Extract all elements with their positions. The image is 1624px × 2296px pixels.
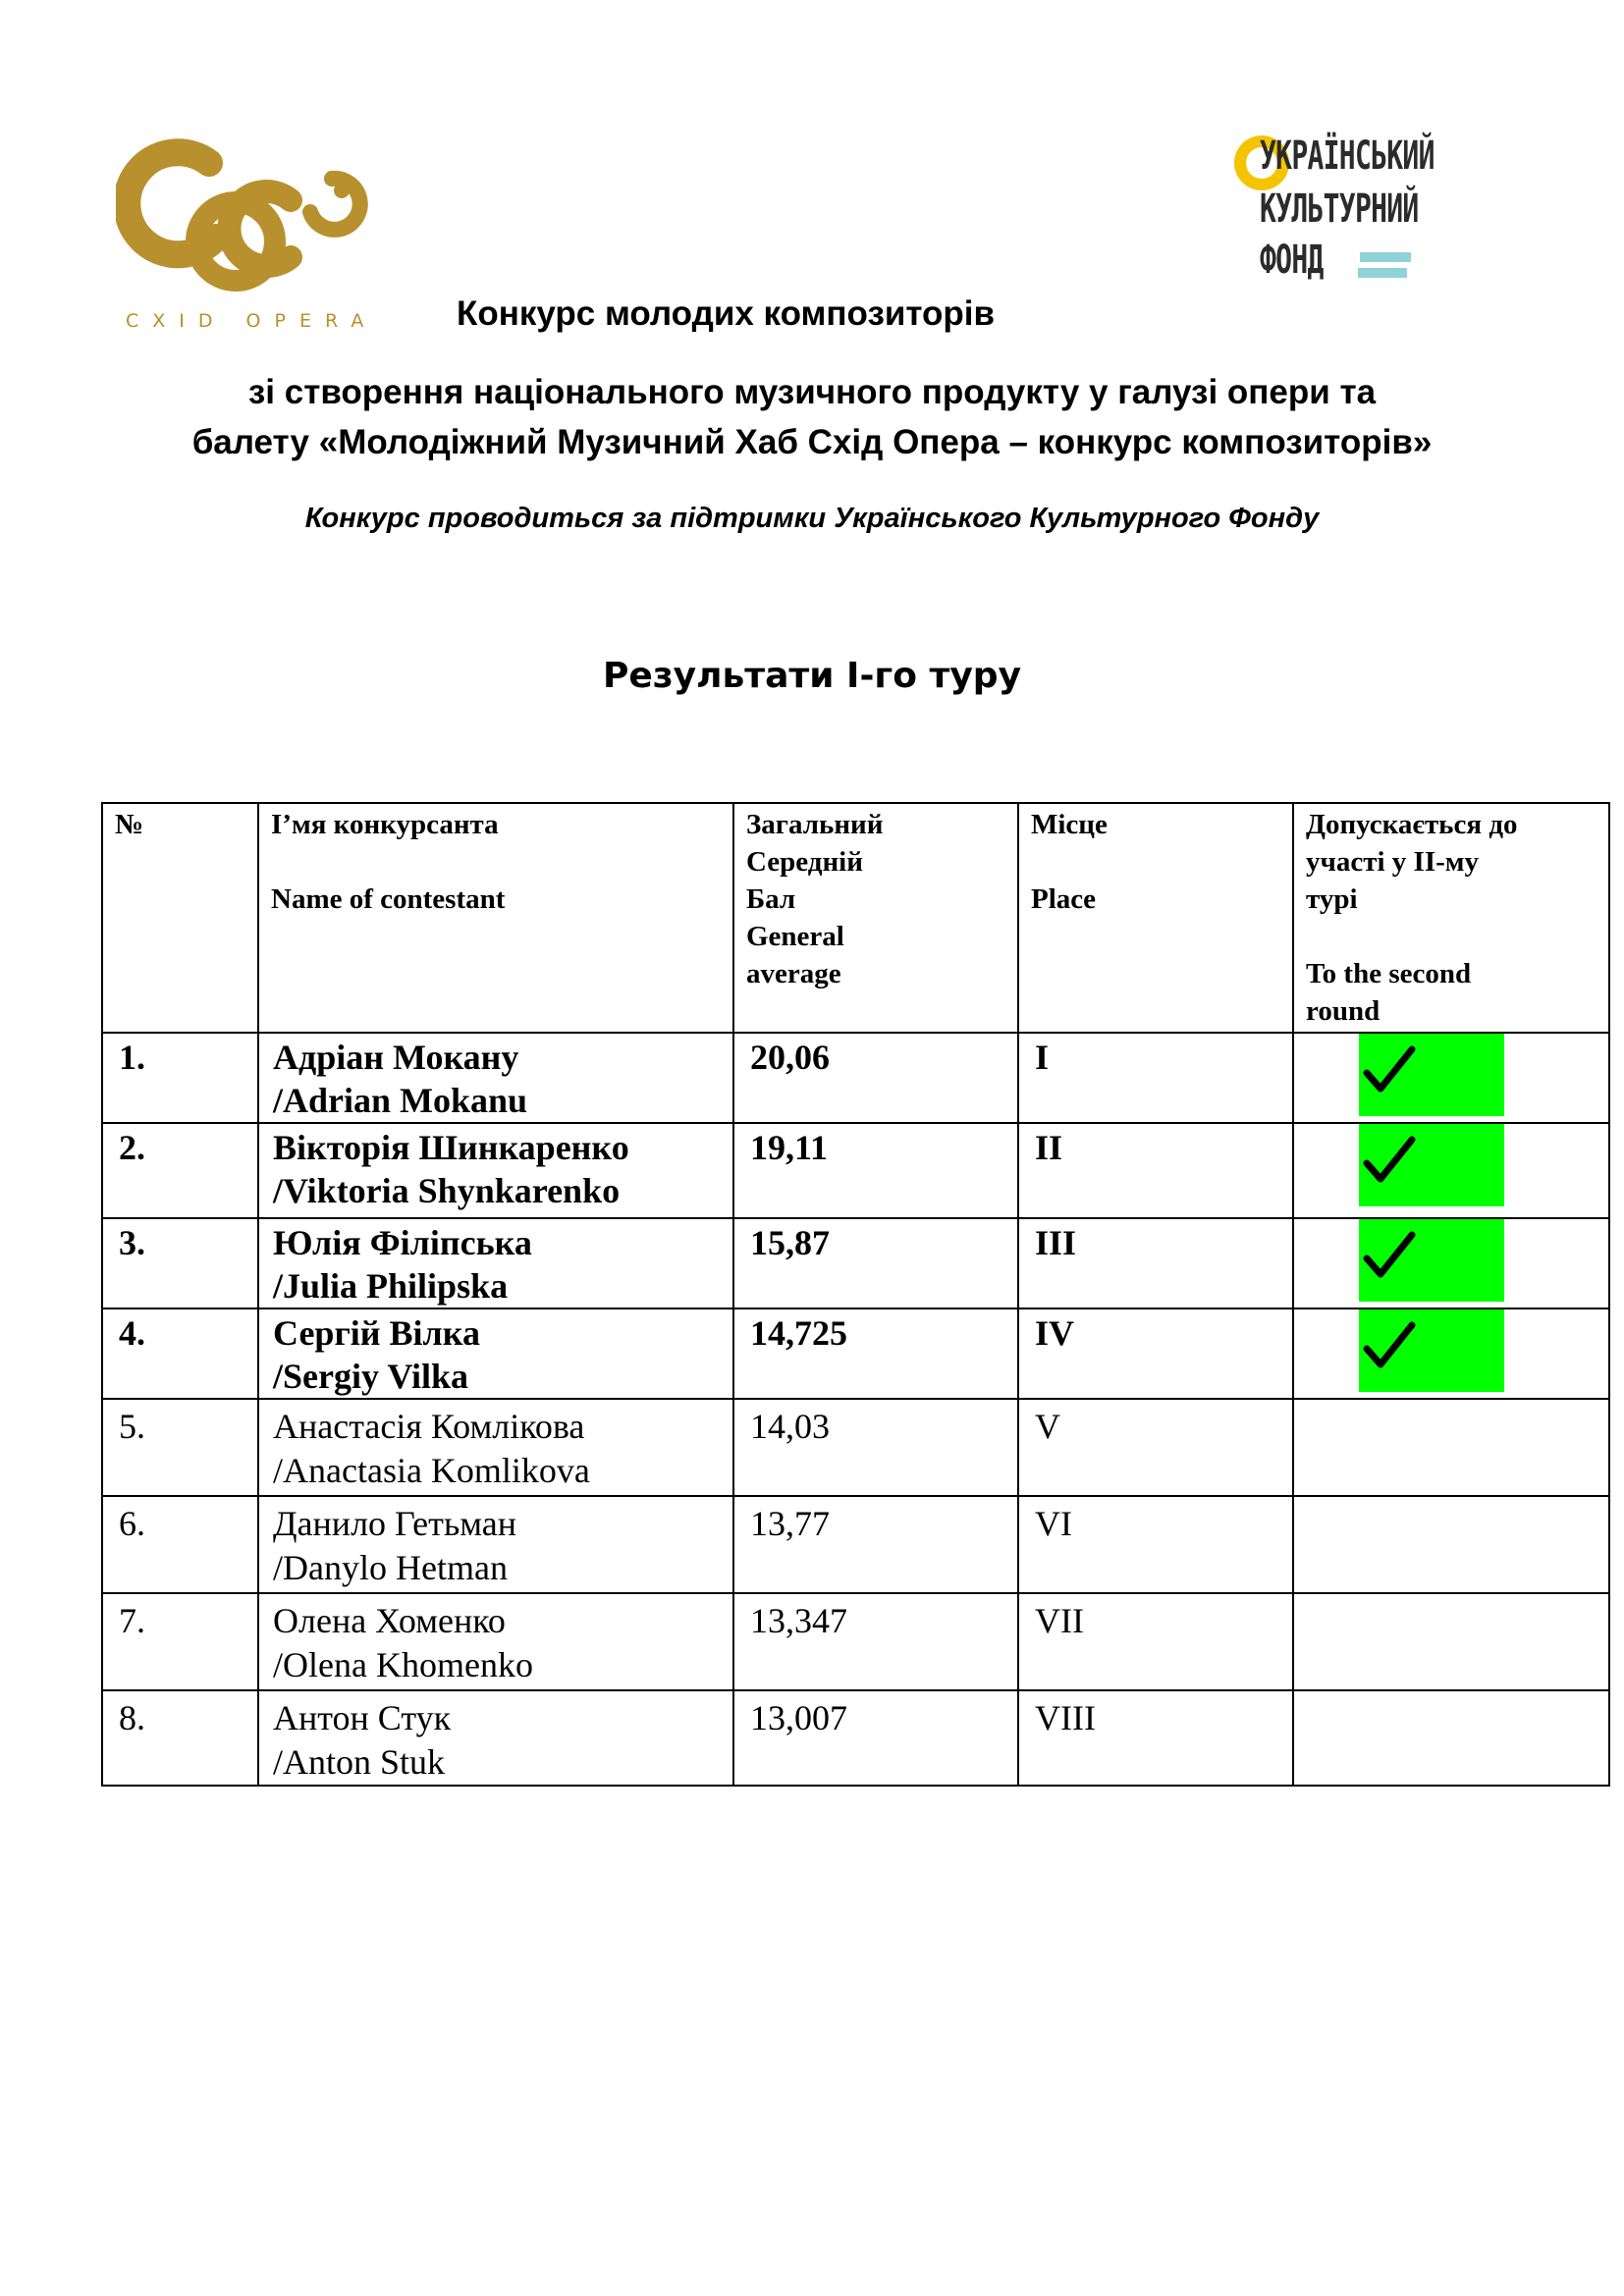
row-score: 15,87 xyxy=(733,1218,1018,1308)
results-title: Результати І-го туру xyxy=(602,656,1022,696)
name-ua: Данило Гетьман xyxy=(273,1504,517,1543)
row-number: 4. xyxy=(102,1308,258,1399)
row-place: III xyxy=(1018,1218,1293,1308)
header-average-en-1: General xyxy=(746,921,844,952)
name-ua: Антон Стук xyxy=(273,1698,452,1737)
row-admitted xyxy=(1293,1308,1609,1399)
row-name xyxy=(258,1593,733,1690)
row-admitted xyxy=(1293,1123,1609,1218)
contest-title: Конкурс молодих композиторів xyxy=(457,294,996,333)
admitted-mark xyxy=(1359,1034,1504,1116)
row-name xyxy=(258,1690,733,1786)
row-number: 6. xyxy=(102,1496,258,1593)
row-number: 2. xyxy=(102,1123,258,1218)
contest-description-line-1: зі створення національного музичного продукту у галузі опери та xyxy=(247,373,1377,411)
row-admitted xyxy=(1293,1496,1609,1593)
name-ua: Вікторія Шинкаренко xyxy=(273,1128,629,1167)
results-table xyxy=(101,802,1610,1787)
contest-description-line-2: балету «Молодіжний Музичний Хаб Схід Опера – конкурс композиторів» xyxy=(191,423,1433,461)
admitted-mark xyxy=(1359,1309,1504,1392)
name-ua: Анастасія Комлікова xyxy=(273,1407,585,1446)
table-row xyxy=(102,1308,1609,1399)
header-average-en-2: average xyxy=(746,958,841,989)
header-admitted-ua-3: турі xyxy=(1306,883,1358,915)
table-row xyxy=(102,1593,1609,1690)
header-name-ua: І’мя конкурсанта xyxy=(271,809,499,840)
checkmark-icon xyxy=(1361,1319,1420,1378)
admitted-mark xyxy=(1359,1124,1504,1206)
table-row xyxy=(102,1033,1609,1123)
table-row xyxy=(102,1218,1609,1308)
row-name xyxy=(258,1496,733,1593)
row-score: 19,11 xyxy=(733,1123,1018,1218)
row-place: V xyxy=(1018,1399,1293,1496)
name-en: /Adrian Mokanu xyxy=(273,1081,528,1120)
row-place: IV xyxy=(1018,1308,1293,1399)
table-row xyxy=(102,1123,1609,1218)
row-place: II xyxy=(1018,1123,1293,1218)
header-average-ua-1: Загальний xyxy=(746,809,884,840)
table-row xyxy=(102,1690,1609,1786)
checkmark-icon xyxy=(1361,1229,1420,1288)
row-score: 14,725 xyxy=(733,1308,1018,1399)
row-admitted xyxy=(1293,1690,1609,1786)
row-admitted xyxy=(1293,1218,1609,1308)
ucf-line-1: УКРАЇНСЬКИЙ xyxy=(1260,133,1435,179)
header-place-ua: Місце xyxy=(1031,809,1108,840)
row-number: 3. xyxy=(102,1218,258,1308)
row-name xyxy=(258,1123,733,1218)
row-name xyxy=(258,1033,733,1123)
row-score: 13,007 xyxy=(733,1690,1018,1786)
name-en: /Sergiy Vilka xyxy=(273,1357,469,1396)
row-name xyxy=(258,1399,733,1496)
header-place-en: Place xyxy=(1031,883,1097,915)
support-note: Конкурс проводиться за підтримки Українського Культурного Фонду xyxy=(304,503,1320,534)
row-admitted xyxy=(1293,1593,1609,1690)
header-name-en: Name of contestant xyxy=(271,883,506,915)
ucf-line-3: ФОНД xyxy=(1260,238,1324,283)
name-en: /Anactasia Komlikova xyxy=(273,1451,590,1490)
row-place: VI xyxy=(1018,1496,1293,1593)
row-name xyxy=(258,1218,733,1308)
row-number: 5. xyxy=(102,1399,258,1496)
name-en: /Danylo Hetman xyxy=(273,1548,508,1587)
row-place: VII xyxy=(1018,1593,1293,1690)
ucf-line-2: КУЛЬТУРНИЙ xyxy=(1260,187,1419,232)
header-admitted-ua-1: Допускається до xyxy=(1306,809,1518,840)
row-score: 20,06 xyxy=(733,1033,1018,1123)
name-ua: Юлія Філіпська xyxy=(273,1223,532,1262)
row-admitted xyxy=(1293,1033,1609,1123)
row-name xyxy=(258,1308,733,1399)
name-en: /Viktoria Shynkarenko xyxy=(273,1171,621,1210)
checkmark-icon xyxy=(1361,1043,1420,1102)
row-score: 13,347 xyxy=(733,1593,1018,1690)
name-en: /Olena Khomenko xyxy=(273,1645,533,1684)
row-admitted xyxy=(1293,1399,1609,1496)
name-ua: Адріан Мокану xyxy=(273,1038,519,1077)
header-admitted-en-1: To the second xyxy=(1306,958,1472,989)
row-score: 14,03 xyxy=(733,1399,1018,1496)
header-average xyxy=(733,803,1018,1033)
name-ua: Олена Хоменко xyxy=(273,1601,506,1640)
header-average-ua-2: Середній xyxy=(746,846,863,878)
skhid-opera-logo xyxy=(116,132,391,338)
ukrainian-cultural-foundation-logo xyxy=(1232,128,1478,294)
skhid-opera-wordmark: СХІD OPERA xyxy=(126,310,378,332)
row-place: I xyxy=(1018,1033,1293,1123)
header-number-label: № xyxy=(115,809,144,840)
admitted-mark xyxy=(1359,1219,1504,1302)
header-number xyxy=(102,803,258,1033)
checkmark-icon xyxy=(1361,1134,1420,1193)
row-score: 13,77 xyxy=(733,1496,1018,1593)
header-place xyxy=(1018,803,1293,1033)
table-header-row xyxy=(102,803,1609,1033)
table-row xyxy=(102,1399,1609,1496)
header-admitted-en-2: round xyxy=(1306,995,1380,1027)
header-admitted xyxy=(1293,803,1609,1033)
header-average-ua-3: Бал xyxy=(746,883,796,915)
name-en: /Anton Stuk xyxy=(273,1742,446,1782)
name-ua: Сергій Вілка xyxy=(273,1313,480,1353)
skhid-opera-rings-icon xyxy=(116,132,381,303)
header-admitted-ua-2: участі у ІІ-му xyxy=(1306,846,1480,878)
header-name xyxy=(258,803,733,1033)
row-place: VIII xyxy=(1018,1690,1293,1786)
row-number: 7. xyxy=(102,1593,258,1690)
row-number: 1. xyxy=(102,1033,258,1123)
row-number: 8. xyxy=(102,1690,258,1786)
table-row xyxy=(102,1496,1609,1593)
name-en: /Julia Philipska xyxy=(273,1266,509,1306)
